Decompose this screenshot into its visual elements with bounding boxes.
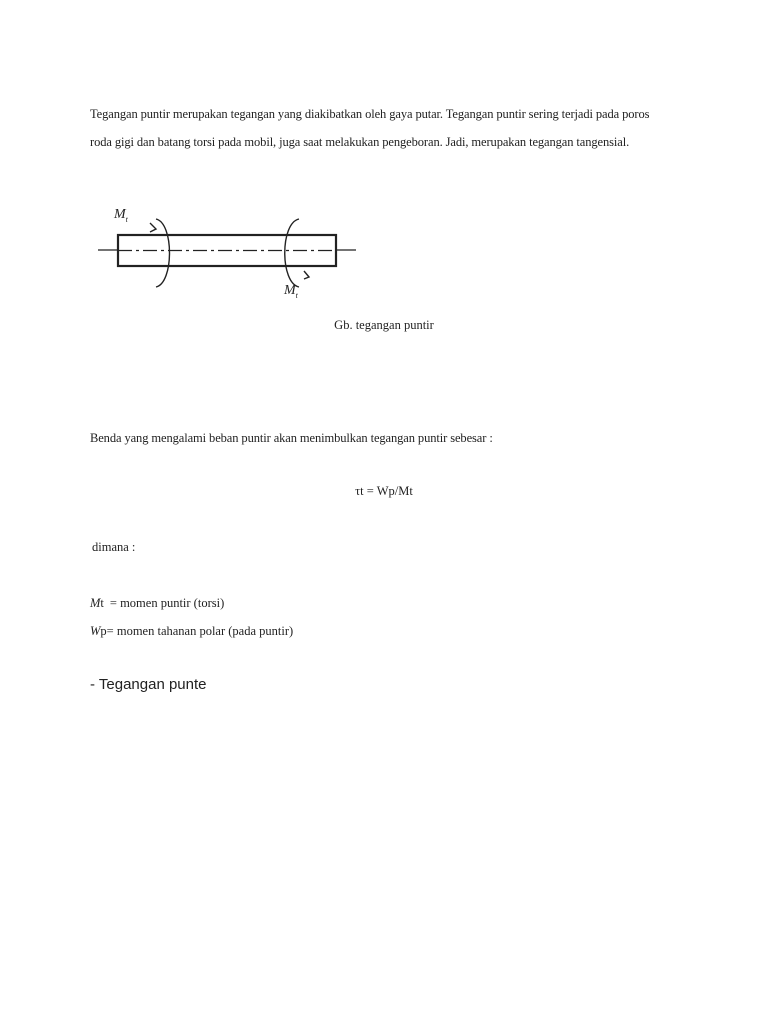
definition-mt: Mt = momen puntir (torsi) [90,596,225,610]
moment-arrow-right [304,271,309,279]
section-heading: - Tegangan punte [90,676,207,693]
where-label: dimana : [92,540,136,554]
definition-wp: Wp= momen tahanan polar (pada puntir) [90,624,294,638]
torsion-formula: τt = Wp/Mt [355,484,413,498]
moment-arrow-left [150,223,156,232]
moment-label-right: $M_t$ [284,283,298,300]
paragraph-torsion-stress: Benda yang mengalami beban puntir akan menimbulkan tegangan puntir sebesar : [90,431,493,445]
torsion-shaft-figure [94,205,360,305]
shaft-diagram [94,205,360,305]
paragraph-torsion-intro: Tegangan puntir merupakan tegangan yang diakibatkan oleh gaya putar. Tegangan puntir sering terjadi pada poros roda gigi dan batang torsi pada mobil, juga saat melakukan pengeboran. Jadi, merupakan tegangan tangensial. [90,107,650,149]
moment-label-left: $M_t$ [114,207,128,224]
figure-caption: Gb. tegangan puntir [334,318,434,332]
